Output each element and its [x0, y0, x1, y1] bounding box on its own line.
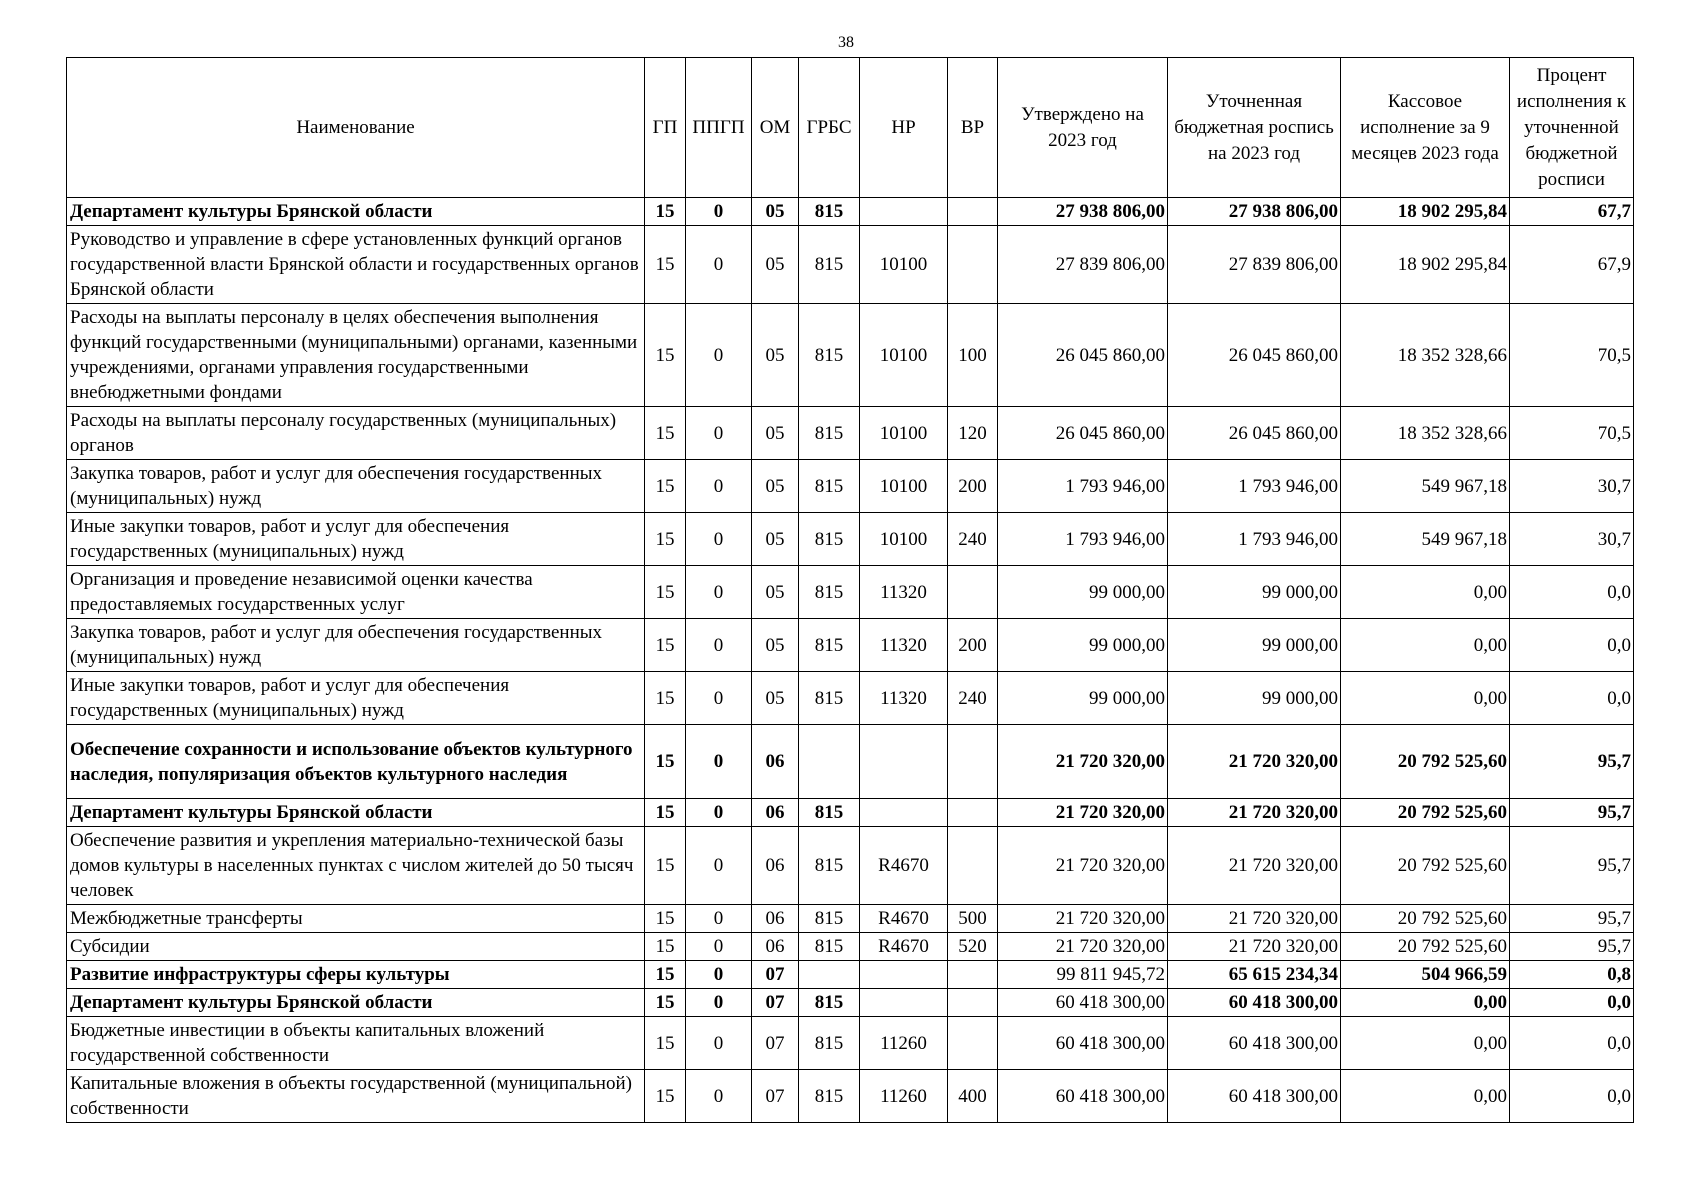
- cell-gp: 15: [645, 226, 686, 304]
- cell-ppgp: 0: [686, 725, 752, 799]
- cell-ppgp: 0: [686, 905, 752, 933]
- cell-approved: 27 839 806,00: [998, 226, 1168, 304]
- table-row: [67, 198, 1634, 226]
- cell-grbs: 815: [799, 198, 860, 226]
- cell-om: 05: [752, 566, 799, 619]
- table-row: [67, 407, 1634, 460]
- cell-percent: 0,0: [1510, 1070, 1634, 1123]
- cell-ppgp: 0: [686, 1017, 752, 1070]
- cell-om: 06: [752, 905, 799, 933]
- cell-cash: 0,00: [1341, 1070, 1510, 1123]
- cell-gp: 15: [645, 198, 686, 226]
- cell-percent: 95,7: [1510, 905, 1634, 933]
- cell-gp: 15: [645, 1017, 686, 1070]
- cell-om: 05: [752, 619, 799, 672]
- cell-cash: 18 352 328,66: [1341, 407, 1510, 460]
- cell-percent: 30,7: [1510, 460, 1634, 513]
- cell-om: 07: [752, 961, 799, 989]
- cell-percent: 0,0: [1510, 989, 1634, 1017]
- cell-gp: 15: [645, 933, 686, 961]
- cell-refined: 65 615 234,34: [1168, 961, 1341, 989]
- cell-gp: 15: [645, 961, 686, 989]
- cell-approved: 21 720 320,00: [998, 827, 1168, 905]
- cell-approved: 99 000,00: [998, 566, 1168, 619]
- cell-om: 05: [752, 407, 799, 460]
- table-row: [67, 226, 1634, 304]
- cell-om: 05: [752, 672, 799, 725]
- cell-percent: 70,5: [1510, 304, 1634, 407]
- cell-nr: 10100: [860, 460, 948, 513]
- cell-ppgp: 0: [686, 672, 752, 725]
- cell-refined: 60 418 300,00: [1168, 1017, 1341, 1070]
- cell-ppgp: 0: [686, 619, 752, 672]
- cell-ppgp: 0: [686, 407, 752, 460]
- cell-cash: 20 792 525,60: [1341, 905, 1510, 933]
- header-approved: Утверждено на 2023 год: [998, 58, 1168, 198]
- cell-approved: 99 000,00: [998, 672, 1168, 725]
- cell-nr: 11320: [860, 566, 948, 619]
- cell-cash: 0,00: [1341, 619, 1510, 672]
- cell-ppgp: 0: [686, 304, 752, 407]
- cell-gp: 15: [645, 460, 686, 513]
- cell-approved: 21 720 320,00: [998, 905, 1168, 933]
- cell-om: 06: [752, 827, 799, 905]
- cell-approved: 26 045 860,00: [998, 304, 1168, 407]
- cell-om: 05: [752, 226, 799, 304]
- cell-vr: [948, 566, 998, 619]
- header-percent: Процент исполнения к уточненной бюджетной росписи: [1510, 58, 1634, 198]
- cell-cash: 18 352 328,66: [1341, 304, 1510, 407]
- cell-percent: 0,0: [1510, 566, 1634, 619]
- cell-cash: 0,00: [1341, 566, 1510, 619]
- cell-approved: 60 418 300,00: [998, 1017, 1168, 1070]
- cell-om: 06: [752, 725, 799, 799]
- cell-name: Департамент культуры Брянской области: [67, 799, 645, 827]
- cell-cash: 20 792 525,60: [1341, 799, 1510, 827]
- cell-approved: 21 720 320,00: [998, 933, 1168, 961]
- cell-percent: 95,7: [1510, 827, 1634, 905]
- cell-refined: 60 418 300,00: [1168, 1070, 1341, 1123]
- cell-cash: 549 967,18: [1341, 460, 1510, 513]
- cell-grbs: 815: [799, 933, 860, 961]
- budget-table: [66, 57, 1634, 1123]
- cell-refined: 99 000,00: [1168, 672, 1341, 725]
- cell-name: Обеспечение развития и укрепления материально-технической базы домов культуры в населенных пунктах с числом жителей до 50 тысяч человек: [67, 827, 645, 905]
- cell-percent: 0,0: [1510, 1017, 1634, 1070]
- table-row: [67, 672, 1634, 725]
- table-row: [67, 1017, 1634, 1070]
- cell-name: Обеспечение сохранности и использование объектов культурного наследия, популяризация объектов культурного наследия: [67, 725, 645, 799]
- cell-grbs: 815: [799, 566, 860, 619]
- cell-vr: 200: [948, 619, 998, 672]
- cell-refined: 60 418 300,00: [1168, 989, 1341, 1017]
- cell-grbs: 815: [799, 905, 860, 933]
- cell-cash: 504 966,59: [1341, 961, 1510, 989]
- table-row: [67, 827, 1634, 905]
- cell-vr: 500: [948, 905, 998, 933]
- cell-nr: 11320: [860, 619, 948, 672]
- cell-name: Субсидии: [67, 933, 645, 961]
- cell-gp: 15: [645, 407, 686, 460]
- cell-refined: 21 720 320,00: [1168, 933, 1341, 961]
- table-row: [67, 989, 1634, 1017]
- cell-gp: 15: [645, 1070, 686, 1123]
- cell-ppgp: 0: [686, 1070, 752, 1123]
- cell-name: Капитальные вложения в объекты государственной (муниципальной) собственности: [67, 1070, 645, 1123]
- table-row: [67, 619, 1634, 672]
- cell-cash: 549 967,18: [1341, 513, 1510, 566]
- cell-nr: [860, 725, 948, 799]
- cell-refined: 27 839 806,00: [1168, 226, 1341, 304]
- table-row: [67, 1070, 1634, 1123]
- cell-grbs: 815: [799, 989, 860, 1017]
- cell-gp: 15: [645, 619, 686, 672]
- cell-name: Бюджетные инвестиции в объекты капитальных вложений государственной собственности: [67, 1017, 645, 1070]
- cell-name: Иные закупки товаров, работ и услуг для обеспечения государственных (муниципальных) нужд: [67, 513, 645, 566]
- cell-vr: 120: [948, 407, 998, 460]
- table-row: [67, 933, 1634, 961]
- cell-name: Департамент культуры Брянской области: [67, 989, 645, 1017]
- cell-nr: 11320: [860, 672, 948, 725]
- table-row: [67, 725, 1634, 799]
- cell-gp: 15: [645, 304, 686, 407]
- cell-approved: 26 045 860,00: [998, 407, 1168, 460]
- header-vr: ВР: [948, 58, 998, 198]
- cell-gp: 15: [645, 513, 686, 566]
- cell-grbs: 815: [799, 513, 860, 566]
- header-ppgp: ППГП: [686, 58, 752, 198]
- cell-percent: 0,0: [1510, 619, 1634, 672]
- cell-grbs: 815: [799, 619, 860, 672]
- cell-nr: 10100: [860, 304, 948, 407]
- cell-percent: 30,7: [1510, 513, 1634, 566]
- cell-vr: 200: [948, 460, 998, 513]
- cell-vr: [948, 1017, 998, 1070]
- cell-grbs: 815: [799, 407, 860, 460]
- cell-percent: 95,7: [1510, 933, 1634, 961]
- cell-vr: 520: [948, 933, 998, 961]
- cell-refined: 21 720 320,00: [1168, 799, 1341, 827]
- cell-ppgp: 0: [686, 827, 752, 905]
- cell-percent: 95,7: [1510, 799, 1634, 827]
- cell-om: 05: [752, 304, 799, 407]
- cell-cash: 0,00: [1341, 989, 1510, 1017]
- cell-grbs: [799, 725, 860, 799]
- cell-refined: 99 000,00: [1168, 566, 1341, 619]
- table-row: [67, 961, 1634, 989]
- cell-refined: 1 793 946,00: [1168, 460, 1341, 513]
- cell-refined: 21 720 320,00: [1168, 905, 1341, 933]
- cell-approved: 27 938 806,00: [998, 198, 1168, 226]
- cell-percent: 67,7: [1510, 198, 1634, 226]
- cell-cash: 18 902 295,84: [1341, 226, 1510, 304]
- header-row: [67, 58, 1634, 198]
- cell-grbs: 815: [799, 672, 860, 725]
- cell-om: 07: [752, 1070, 799, 1123]
- cell-ppgp: 0: [686, 226, 752, 304]
- cell-grbs: 815: [799, 460, 860, 513]
- header-grbs: ГРБС: [799, 58, 860, 198]
- cell-nr: R4670: [860, 933, 948, 961]
- cell-nr: [860, 961, 948, 989]
- cell-nr: 10100: [860, 513, 948, 566]
- header-nr: НР: [860, 58, 948, 198]
- cell-gp: 15: [645, 566, 686, 619]
- cell-ppgp: 0: [686, 799, 752, 827]
- cell-name: Департамент культуры Брянской области: [67, 198, 645, 226]
- cell-nr: 11260: [860, 1017, 948, 1070]
- cell-om: 06: [752, 799, 799, 827]
- cell-ppgp: 0: [686, 566, 752, 619]
- cell-vr: 240: [948, 672, 998, 725]
- cell-nr: 11260: [860, 1070, 948, 1123]
- cell-refined: 1 793 946,00: [1168, 513, 1341, 566]
- cell-grbs: 815: [799, 1070, 860, 1123]
- cell-ppgp: 0: [686, 989, 752, 1017]
- cell-percent: 0,0: [1510, 672, 1634, 725]
- cell-ppgp: 0: [686, 933, 752, 961]
- cell-ppgp: 0: [686, 961, 752, 989]
- cell-nr: [860, 989, 948, 1017]
- cell-cash: 18 902 295,84: [1341, 198, 1510, 226]
- table-row: [67, 460, 1634, 513]
- header-om: ОМ: [752, 58, 799, 198]
- cell-name: Развитие инфраструктуры сферы культуры: [67, 961, 645, 989]
- cell-nr: R4670: [860, 905, 948, 933]
- cell-nr: [860, 799, 948, 827]
- cell-om: 05: [752, 460, 799, 513]
- cell-vr: 240: [948, 513, 998, 566]
- cell-gp: 15: [645, 905, 686, 933]
- cell-nr: 10100: [860, 226, 948, 304]
- cell-name: Организация и проведение независимой оценки качества предоставляемых государственных услуг: [67, 566, 645, 619]
- table-body: [67, 198, 1634, 1123]
- table-row: [67, 799, 1634, 827]
- cell-vr: [948, 198, 998, 226]
- cell-vr: [948, 799, 998, 827]
- cell-vr: 400: [948, 1070, 998, 1123]
- cell-name: Закупка товаров, работ и услуг для обеспечения государственных (муниципальных) нужд: [67, 460, 645, 513]
- cell-nr: 10100: [860, 407, 948, 460]
- table-row: [67, 905, 1634, 933]
- cell-grbs: 815: [799, 304, 860, 407]
- cell-om: 05: [752, 198, 799, 226]
- cell-vr: [948, 226, 998, 304]
- cell-refined: 21 720 320,00: [1168, 725, 1341, 799]
- cell-gp: 15: [645, 725, 686, 799]
- cell-om: 05: [752, 513, 799, 566]
- cell-approved: 21 720 320,00: [998, 725, 1168, 799]
- cell-ppgp: 0: [686, 198, 752, 226]
- cell-gp: 15: [645, 989, 686, 1017]
- table-row: [67, 513, 1634, 566]
- cell-percent: 67,9: [1510, 226, 1634, 304]
- cell-refined: 27 938 806,00: [1168, 198, 1341, 226]
- cell-approved: 1 793 946,00: [998, 460, 1168, 513]
- header-cash: Кассовое исполнение за 9 месяцев 2023 года: [1341, 58, 1510, 198]
- cell-om: 07: [752, 1017, 799, 1070]
- cell-gp: 15: [645, 799, 686, 827]
- cell-refined: 21 720 320,00: [1168, 827, 1341, 905]
- cell-approved: 99 811 945,72: [998, 961, 1168, 989]
- cell-cash: 0,00: [1341, 672, 1510, 725]
- cell-ppgp: 0: [686, 513, 752, 566]
- cell-grbs: [799, 961, 860, 989]
- cell-om: 06: [752, 933, 799, 961]
- cell-name: Закупка товаров, работ и услуг для обеспечения государственных (муниципальных) нужд: [67, 619, 645, 672]
- cell-om: 07: [752, 989, 799, 1017]
- table-row: [67, 566, 1634, 619]
- cell-name: Расходы на выплаты персоналу в целях обеспечения выполнения функций государственными (муниципальными) органами, казенными учреждениями, органами управления государственными внебюджетными фондами: [67, 304, 645, 407]
- cell-ppgp: 0: [686, 460, 752, 513]
- cell-gp: 15: [645, 672, 686, 725]
- cell-nr: R4670: [860, 827, 948, 905]
- cell-vr: [948, 989, 998, 1017]
- cell-name: Иные закупки товаров, работ и услуг для обеспечения государственных (муниципальных) нужд: [67, 672, 645, 725]
- cell-vr: [948, 827, 998, 905]
- cell-name: Расходы на выплаты персоналу государственных (муниципальных) органов: [67, 407, 645, 460]
- cell-approved: 1 793 946,00: [998, 513, 1168, 566]
- cell-cash: 20 792 525,60: [1341, 933, 1510, 961]
- cell-vr: 100: [948, 304, 998, 407]
- cell-cash: 20 792 525,60: [1341, 827, 1510, 905]
- header-refined: Уточненная бюджетная роспись на 2023 год: [1168, 58, 1341, 198]
- cell-vr: [948, 725, 998, 799]
- cell-refined: 26 045 860,00: [1168, 304, 1341, 407]
- cell-name: Межбюджетные трансферты: [67, 905, 645, 933]
- cell-percent: 95,7: [1510, 725, 1634, 799]
- cell-grbs: 815: [799, 827, 860, 905]
- cell-grbs: 815: [799, 1017, 860, 1070]
- cell-grbs: 815: [799, 226, 860, 304]
- cell-approved: 60 418 300,00: [998, 989, 1168, 1017]
- cell-gp: 15: [645, 827, 686, 905]
- cell-refined: 26 045 860,00: [1168, 407, 1341, 460]
- header-name: Наименование: [67, 58, 645, 198]
- cell-approved: 21 720 320,00: [998, 799, 1168, 827]
- header-gp: ГП: [645, 58, 686, 198]
- cell-approved: 60 418 300,00: [998, 1070, 1168, 1123]
- page-number: 38: [838, 34, 854, 51]
- cell-cash: 0,00: [1341, 1017, 1510, 1070]
- cell-name: Руководство и управление в сфере установленных функций органов государственной власти Брянской области и государственных органов Брянской области: [67, 226, 645, 304]
- cell-vr: [948, 961, 998, 989]
- cell-percent: 70,5: [1510, 407, 1634, 460]
- cell-refined: 99 000,00: [1168, 619, 1341, 672]
- cell-nr: [860, 198, 948, 226]
- cell-grbs: 815: [799, 799, 860, 827]
- cell-approved: 99 000,00: [998, 619, 1168, 672]
- cell-cash: 20 792 525,60: [1341, 725, 1510, 799]
- cell-percent: 0,8: [1510, 961, 1634, 989]
- table-row: [67, 304, 1634, 407]
